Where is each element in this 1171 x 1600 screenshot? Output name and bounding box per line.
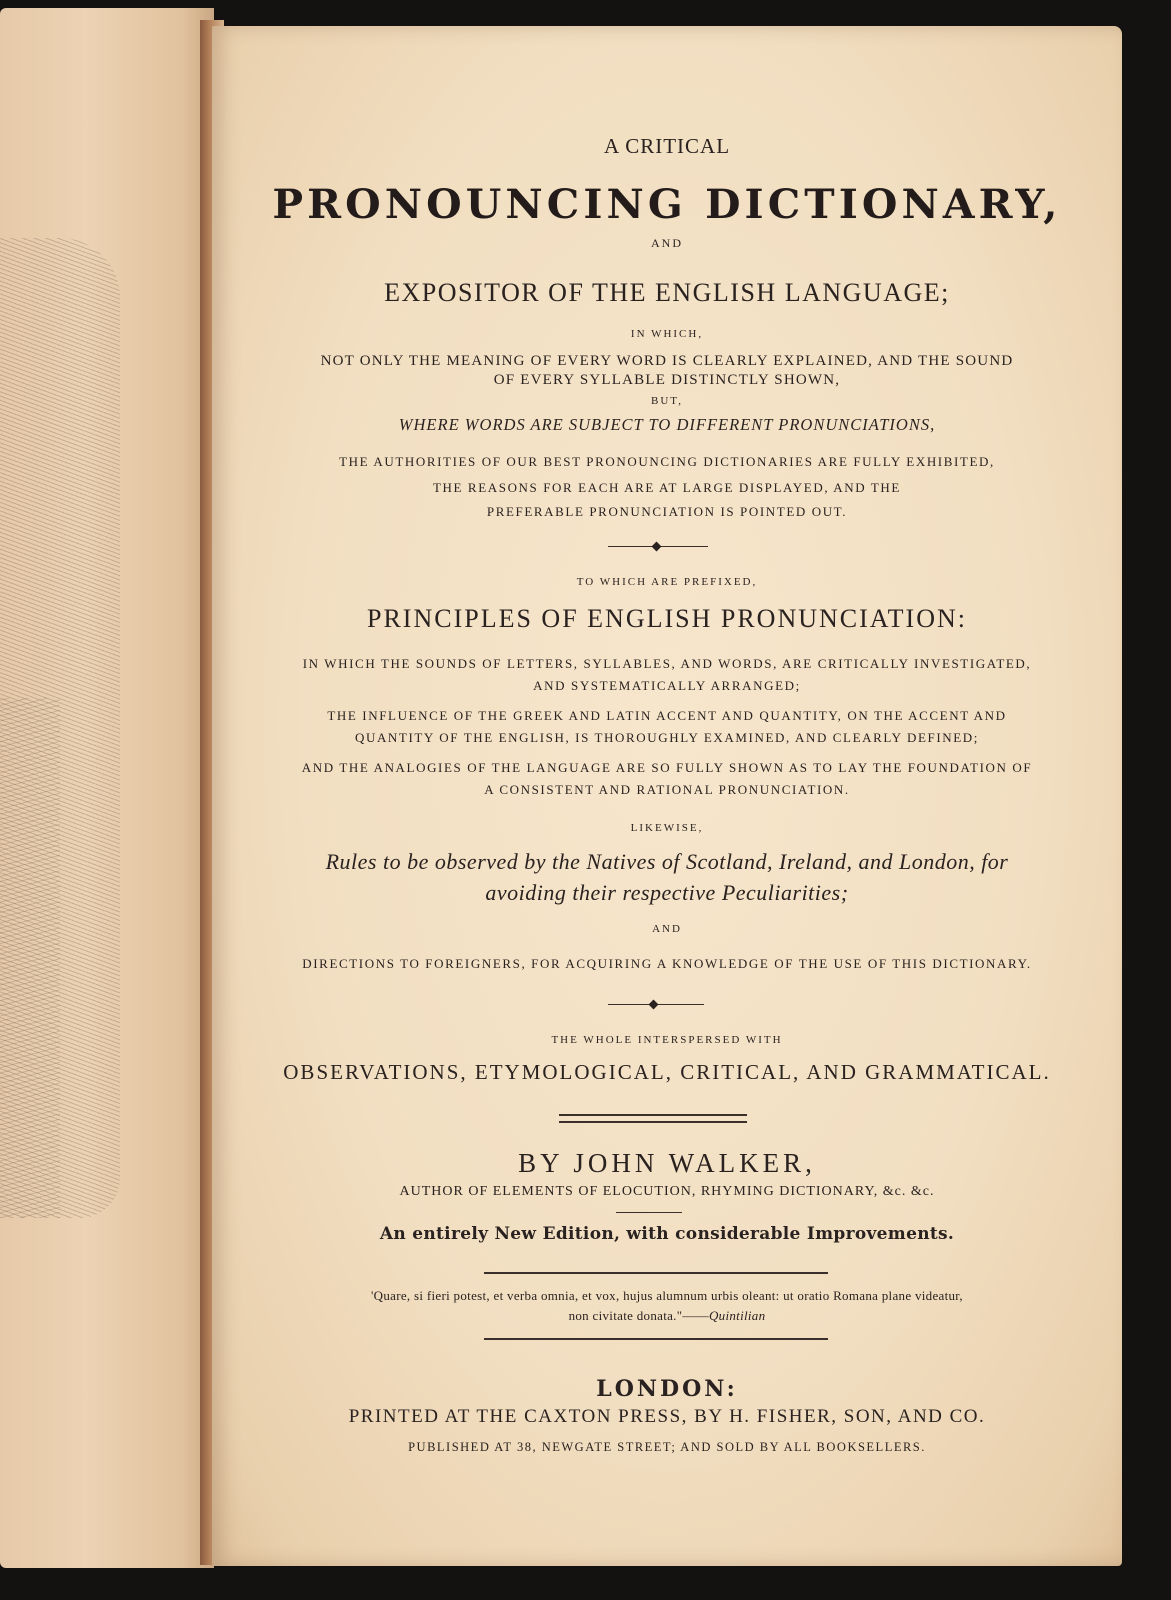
authorities-line-2: THE REASONS FOR EACH ARE AT LARGE DISPLAYED, AND THE bbox=[433, 480, 901, 495]
likewise: LIKEWISE, bbox=[630, 822, 704, 834]
analogies-line-2: A CONSISTENT AND RATIONAL PRONUNCIATION. bbox=[484, 782, 850, 797]
sounds-line-1: IN WHICH THE SOUNDS OF LETTERS, SYLLABLES, AND WORDS, ARE CRITICALLY INVESTIGATED, bbox=[302, 656, 1032, 671]
to-which: TO WHICH ARE PREFIXED, bbox=[576, 576, 758, 588]
principles-heading: PRINCIPLES OF ENGLISH PRONUNCIATION: bbox=[367, 604, 967, 633]
ornament-diamond-1 bbox=[652, 542, 662, 552]
quote-line-1: 'Quare, si fieri potest, et verba omnia, et vox, hujus alumnum urbis oleant: ut oratio Romana plane videatur, bbox=[371, 1288, 963, 1303]
sounds-line-2: AND SYSTEMATICALLY ARRANGED; bbox=[533, 678, 801, 693]
meaning-line-2: OF EVERY SYLLABLE DISTINCTLY SHOWN, bbox=[493, 372, 841, 388]
quote-line-2 bbox=[212, 1308, 1122, 1324]
rules-line-1: Rules to be observed by the Natives of Scotland, Ireland, and London, for bbox=[325, 849, 1009, 874]
short-rule bbox=[616, 1212, 682, 1213]
new-edition: An entirely New Edition, with considerable Improvements. bbox=[379, 1224, 955, 1244]
author-works: AUTHOR OF ELEMENTS OF ELOCUTION, RHYMING DICTIONARY, &c. &c. bbox=[399, 1184, 935, 1199]
influence-line-2: QUANTITY OF THE ENGLISH, IS THOROUGHLY EXAMINED, AND CLEARLY DEFINED; bbox=[354, 730, 980, 745]
where-words: WHERE WORDS ARE SUBJECT TO DIFFERENT PRONUNCIATIONS, bbox=[398, 415, 936, 434]
author-name: BY JOHN WALKER, bbox=[518, 1148, 816, 1178]
connector-and-2: AND bbox=[652, 923, 682, 935]
observations: OBSERVATIONS, ETYMOLOGICAL, CRITICAL, AND GRAMMATICAL. bbox=[283, 1060, 1051, 1084]
quote-attribution: Quintilian bbox=[708, 1308, 766, 1323]
influence-line-1: THE INFLUENCE OF THE GREEK AND LATIN ACCENT AND QUANTITY, ON THE ACCENT AND bbox=[327, 708, 1007, 723]
rule-below-quote bbox=[484, 1338, 828, 1340]
ornament-diamond-2 bbox=[649, 1000, 659, 1010]
authorities-line-3: PREFERABLE PRONUNCIATION IS POINTED OUT. bbox=[486, 504, 848, 519]
imprint-printer: PRINTED AT THE CAXTON PRESS, BY H. FISHER, SON, AND CO. bbox=[348, 1406, 986, 1427]
imprint-city: LONDON: bbox=[596, 1376, 738, 1402]
quote-text: non civitate donata."—— bbox=[568, 1308, 709, 1323]
title-page bbox=[212, 26, 1122, 1566]
analogies-line-1: AND THE ANALOGIES OF THE LANGUAGE ARE SO FULLY SHOWN AS TO LAY THE FOUNDATION OF bbox=[301, 760, 1033, 775]
facing-page bbox=[0, 8, 214, 1568]
main-title: PRONOUNCING DICTIONARY, bbox=[272, 181, 1062, 228]
in-which: IN WHICH, bbox=[630, 328, 704, 340]
authorities-line-1: THE AUTHORITIES OF OUR BEST PRONOUNCING DICTIONARIES ARE FULLY EXHIBITED, bbox=[339, 454, 995, 469]
imprint-publisher: PUBLISHED AT 38, NEWGATE STREET; AND SOLD BY ALL BOOKSELLERS. bbox=[408, 1440, 926, 1454]
rules-line-2: avoiding their respective Peculiarities; bbox=[485, 880, 849, 905]
directions: DIRECTIONS TO FOREIGNERS, FOR ACQUIRING A KNOWLEDGE OF THE USE OF THIS DICTIONARY. bbox=[302, 956, 1032, 971]
connector-and: AND bbox=[651, 236, 683, 250]
engraving-detail bbox=[0, 698, 60, 1218]
meaning-line-1: NOT ONLY THE MEANING OF EVERY WORD IS CLEARLY EXPLAINED, AND THE SOUND bbox=[320, 353, 1014, 369]
but: BUT, bbox=[651, 395, 683, 407]
whole-interspersed: THE WHOLE INTERSPERSED WITH bbox=[551, 1034, 783, 1046]
subtitle-expositor: EXPOSITOR OF THE ENGLISH LANGUAGE; bbox=[384, 278, 950, 307]
title-prefix: A CRITICAL bbox=[603, 134, 731, 158]
rule-above-quote bbox=[484, 1272, 828, 1274]
double-rule bbox=[559, 1114, 747, 1123]
